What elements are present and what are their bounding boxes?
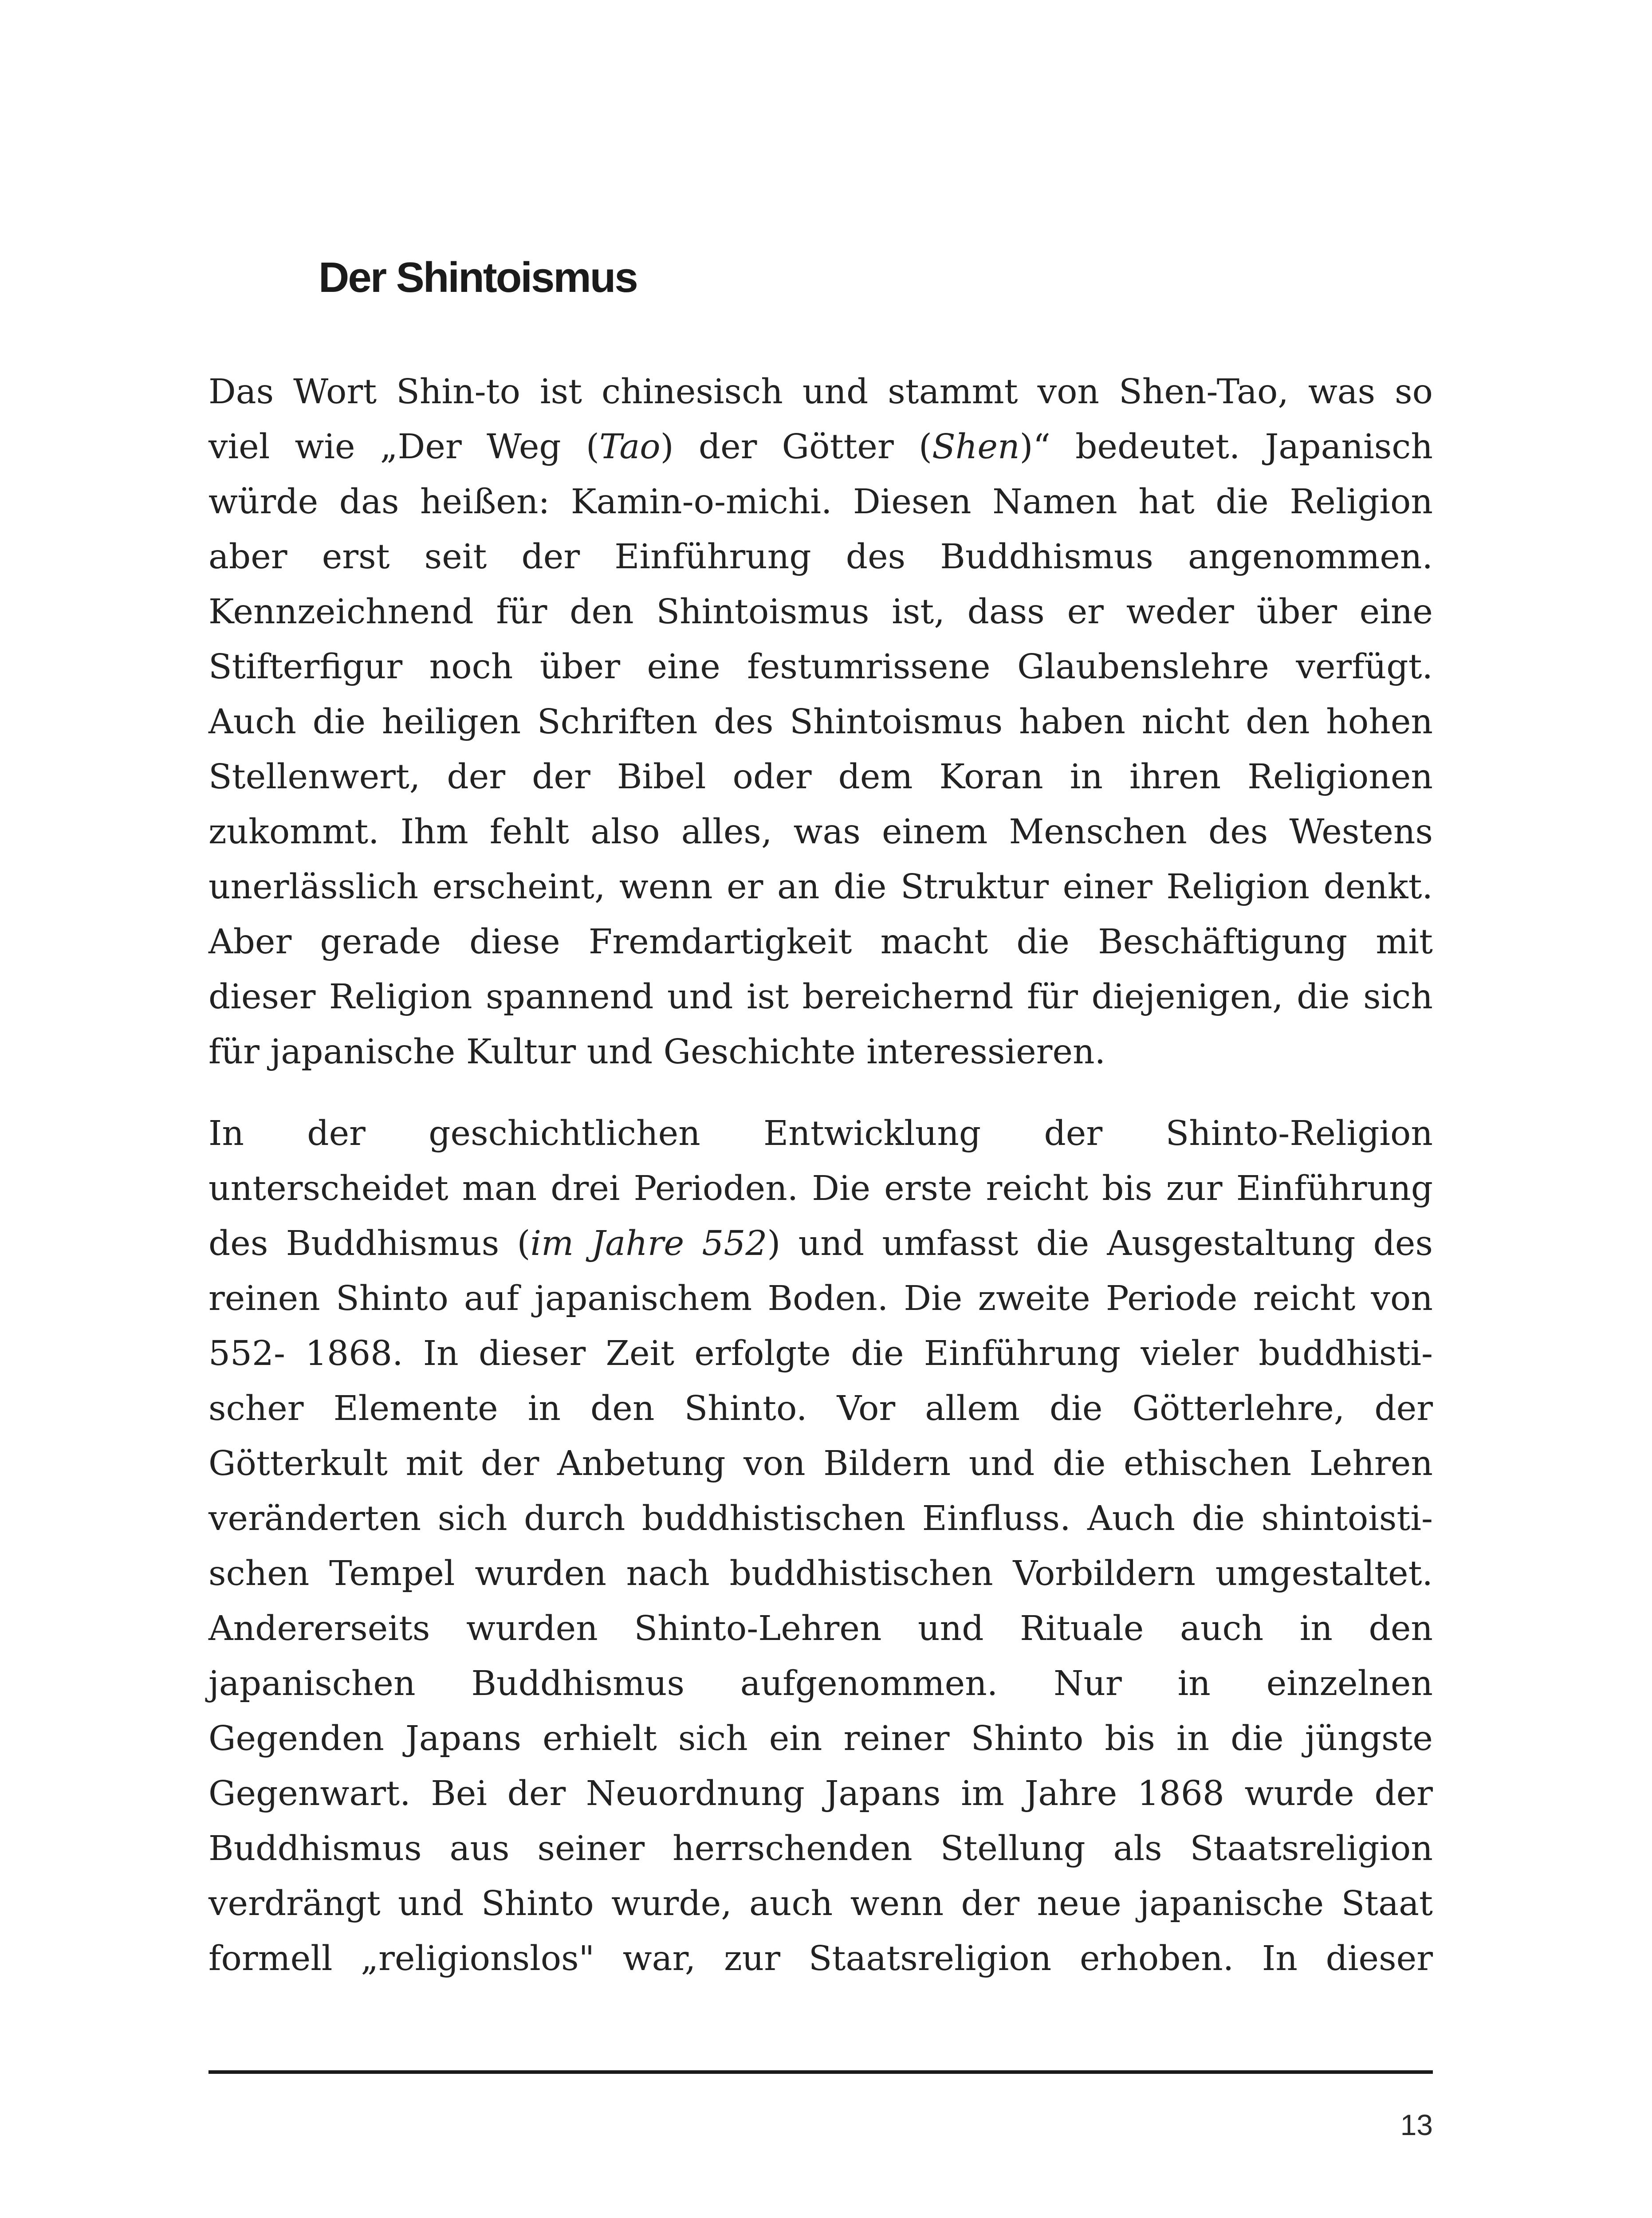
text-line: In der geschichtlichen Entwicklung der Shinto-Religion bbox=[208, 1114, 1433, 1153]
text-line: veränderten sich durch buddhistischen Einfluss. Auch die shintoisti- bbox=[208, 1499, 1433, 1538]
text-line: verdrängt und Shinto wurde, auch wenn der neue japanische Staat bbox=[208, 1884, 1433, 1923]
text-line: formell „religionslos" war, zur Staatsreligion erhoben. In dieser bbox=[208, 1939, 1433, 1978]
text-line: würde das heißen: Kamin-o-michi. Diesen Namen hat die Religion bbox=[208, 482, 1433, 522]
text-line: unterscheidet man drei Perioden. Die erste reicht bis zur Einführung bbox=[208, 1169, 1433, 1208]
text-line: 552- 1868. In dieser Zeit erfolgte die Einführung vieler buddhisti- bbox=[208, 1334, 1433, 1373]
text-line: schen Tempel wurden nach buddhistischen Vorbildern umgestaltet. bbox=[208, 1554, 1433, 1593]
text-line: aber erst seit der Einführung des Buddhismus angenommen. bbox=[208, 537, 1433, 577]
text-line: des Buddhismus (im Jahre 552) und umfasst die Ausgestaltung des bbox=[208, 1224, 1433, 1263]
text-line: zukommt. Ihm fehlt also alles, was einem Menschen des Westens bbox=[208, 812, 1433, 852]
text-line: Buddhismus aus seiner herrschenden Stellung als Staatsreligion bbox=[208, 1829, 1433, 1868]
text-line: Gegenwart. Bei der Neuordnung Japans im Jahre 1868 wurde der bbox=[208, 1774, 1433, 1813]
text-line: Andererseits wurden Shinto-Lehren und Rituale auch in den bbox=[208, 1609, 1433, 1648]
text-line: scher Elemente in den Shinto. Vor allem die Götterlehre, der bbox=[208, 1389, 1433, 1428]
chapter-heading: Der Shintoismus bbox=[319, 254, 637, 301]
text-line: Gegenden Japans erhielt sich ein reiner Shinto bis in die jüngste bbox=[208, 1719, 1433, 1758]
text-line: viel wie „Der Weg (Tao) der Götter (Shen)“ bedeutet. Japanisch bbox=[208, 427, 1433, 467]
paragraph-1 bbox=[208, 365, 1433, 1080]
text-line: Kennzeichnend für den Shintoismus ist, dass er weder über eine bbox=[208, 592, 1433, 632]
text-line: dieser Religion spannend und ist bereichernd für diejenigen, die sich bbox=[208, 977, 1433, 1017]
text-line: Aber gerade diese Fremdartigkeit macht die Beschäftigung mit bbox=[208, 922, 1433, 962]
text-line: Götterkult mit der Anbetung von Bildern und die ethischen Lehren bbox=[208, 1444, 1433, 1483]
page-number: 13 bbox=[1400, 2108, 1433, 2141]
text-line: reinen Shinto auf japanischem Boden. Die zweite Periode reicht von bbox=[208, 1279, 1433, 1318]
paragraph-2 bbox=[208, 1106, 1433, 1986]
text-line: Stifterfigur noch über eine festumrissene Glaubenslehre verfügt. bbox=[208, 647, 1433, 687]
footer-rule bbox=[208, 2070, 1433, 2074]
text-line: für japanische Kultur und Geschichte interessieren. bbox=[208, 1032, 1106, 1072]
text-line: Stellenwert, der der Bibel oder dem Koran in ihren Religionen bbox=[208, 757, 1433, 797]
text-line: Das Wort Shin-to ist chinesisch und stammt von Shen-Tao, was so bbox=[208, 372, 1433, 412]
text-line: unerlässlich erscheint, wenn er an die Struktur einer Religion denkt. bbox=[208, 867, 1433, 907]
text-line: Auch die heiligen Schriften des Shintoismus haben nicht den hohen bbox=[208, 702, 1433, 742]
text-line: japanischen Buddhismus aufgenommen. Nur in einzelnen bbox=[208, 1664, 1433, 1703]
